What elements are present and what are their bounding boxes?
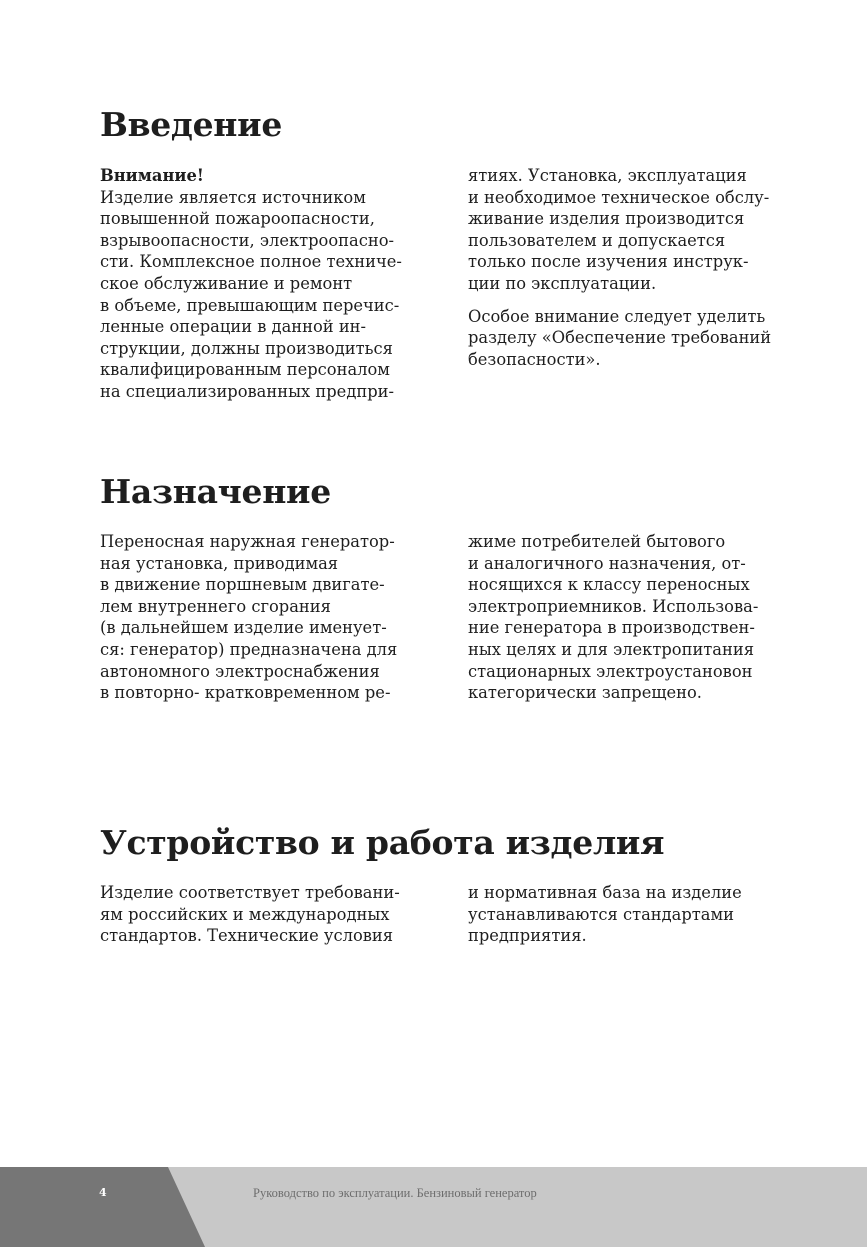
device-left-column xyxy=(100,882,430,947)
section-heading-introduction: Введение xyxy=(100,105,283,144)
text-line: струкции, должны производиться xyxy=(100,338,393,358)
text-line: ятиях. Установка, эксплуатация xyxy=(468,166,747,185)
text-line: Изделие является источником xyxy=(100,187,366,207)
purpose-left-column xyxy=(100,531,430,704)
text-line: ленные операции в данной ин- xyxy=(100,317,367,337)
page-footer xyxy=(0,1167,867,1247)
text-line: на специализированных предпри- xyxy=(100,381,394,401)
text-line: ся: генератор) предназначена для xyxy=(100,639,398,659)
text-line: Изделие соответствует требовани- xyxy=(100,883,400,902)
text-line: сти. Комплексное полное техниче- xyxy=(100,252,402,272)
introduction-right-column xyxy=(468,165,798,370)
text-line: в движение поршневым двигате- xyxy=(100,575,385,595)
section-heading-purpose: Назначение xyxy=(100,472,331,511)
footer-tab-shape xyxy=(0,1167,210,1247)
text-line: ям российских и международных xyxy=(100,904,390,924)
text-line: предприятия. xyxy=(468,926,587,946)
text-line: и нормативная база на изделие xyxy=(468,883,742,902)
footer-document-title: Руководство по эксплуатации. Бензиновый генератор xyxy=(253,1186,537,1200)
text-line: электроприемников. Использова- xyxy=(468,596,759,616)
text-line: ское обслуживание и ремонт xyxy=(100,273,353,293)
text-line: и аналогичного назначения, от- xyxy=(468,553,746,573)
warning-label: Внимание! xyxy=(100,166,204,185)
text-line: взрывоопасности, электроопасно- xyxy=(100,230,394,250)
introduction-left-column xyxy=(100,165,430,403)
text-line: в объеме, превышающим перечис- xyxy=(100,295,400,315)
paragraph-gap xyxy=(468,295,798,306)
text-line: (в дальнейшем изделие именует- xyxy=(100,618,387,638)
text-line: категорически запрещено. xyxy=(468,683,702,703)
text-line: жиме потребителей бытового xyxy=(468,532,726,551)
text-line: ции по эксплуатации. xyxy=(468,273,657,293)
text-line: живание изделия производится xyxy=(468,209,745,229)
text-line: безопасности». xyxy=(468,349,601,369)
text-line: Особое внимание следует уделить xyxy=(468,306,766,326)
text-line: и необходимое техническое обслу- xyxy=(468,187,770,207)
text-line: носящихся к классу переносных xyxy=(468,575,750,595)
text-line: пользователем и допускается xyxy=(468,230,726,250)
text-line: ных целях и для электропитания xyxy=(468,639,754,659)
text-line: стандартов. Технические условия xyxy=(100,926,394,946)
text-line: в повторно- кратковременном ре- xyxy=(100,683,391,703)
text-line: устанавливаются стандартами xyxy=(468,904,735,924)
purpose-right-column xyxy=(468,531,798,704)
text-line: только после изучения инструк- xyxy=(468,252,749,272)
text-line: автономного электроснабжения xyxy=(100,661,380,681)
text-line: Переносная наружная генератор- xyxy=(100,532,395,551)
text-line: ная установка, приводимая xyxy=(100,553,339,573)
text-line: повышенной пожароопасности, xyxy=(100,209,375,229)
text-line: разделу «Обеспечение требований xyxy=(468,328,772,348)
text-line: лем внутреннего сгорания xyxy=(100,596,331,616)
section-heading-device-operation: Устройство и работа изделия xyxy=(100,823,665,862)
text-line: стационарных электроустановон xyxy=(468,661,753,681)
text-line: квалифицированным персоналом xyxy=(100,360,390,380)
page-number: 4 xyxy=(99,1186,107,1199)
device-right-column xyxy=(468,882,798,947)
text-line: ние генератора в производствен- xyxy=(468,618,755,638)
